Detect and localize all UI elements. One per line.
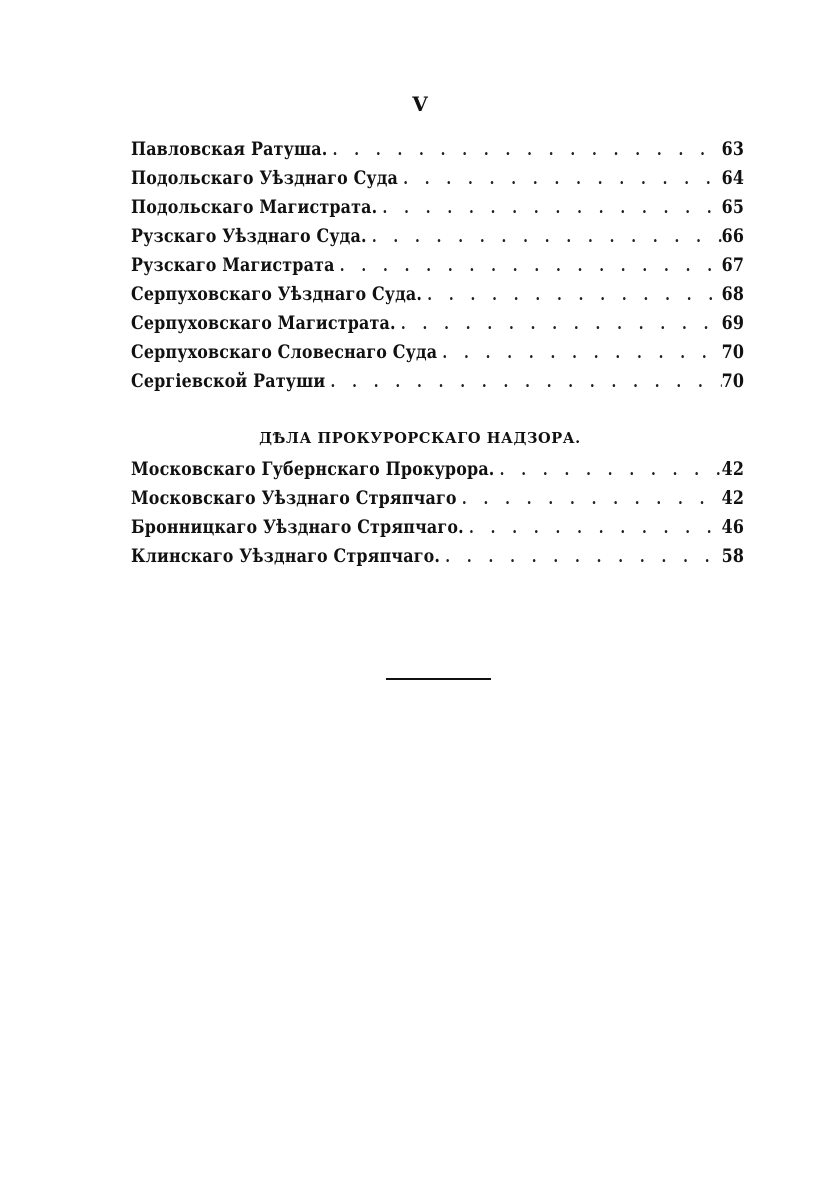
section-heading: ДѢЛА ПРОКУРОРСКАГО НАДЗОРА. [259, 430, 581, 447]
toc-entry [131, 371, 744, 400]
toc-entry [131, 197, 744, 226]
toc-entry-title: Московскаго Уѣзднаго Стряпчаго [131, 488, 457, 509]
toc-entry-page: 42 [721, 488, 745, 509]
toc-entry [131, 342, 744, 371]
toc-entry-page: 58 [721, 546, 745, 567]
dot-leader [464, 518, 722, 537]
dot-leader [437, 343, 721, 362]
toc-entry-page: 69 [721, 313, 745, 334]
toc-entry-title: Сергіевской Ратуши [131, 371, 326, 392]
dot-leader [398, 169, 722, 188]
toc-entry-page: 46 [721, 517, 745, 538]
dot-leader [457, 489, 722, 508]
toc-entry-title: Клинскаго Уѣзднаго Стряпчаго. [131, 546, 441, 567]
dot-leader [422, 285, 722, 304]
dot-leader [495, 460, 722, 479]
toc-entry [131, 517, 744, 546]
toc-entry-title: Серпуховскаго Уѣзднаго Суда. [131, 284, 423, 305]
toc-entry [131, 284, 744, 313]
toc-entry-title: Подольскаго Магистрата. [131, 197, 378, 218]
toc-entry [131, 546, 744, 575]
toc-entry-title: Московскаго Губернскаго Прокурора. [131, 459, 495, 480]
toc-entry [131, 168, 744, 197]
end-rule-divider [386, 678, 491, 680]
toc-entry-page: 70 [721, 371, 745, 392]
dot-leader [327, 140, 721, 159]
toc-list-courts [131, 139, 744, 400]
toc-entry-title: Павловская Ратуша. [131, 139, 328, 160]
dot-leader [377, 198, 721, 217]
toc-entry-page: 63 [721, 139, 745, 160]
toc-entry-page: 67 [721, 255, 745, 276]
toc-entry-page: 64 [721, 168, 745, 189]
toc-entry-title: Рузскаго Уѣзднаго Суда. [131, 226, 367, 247]
toc-entry-page: 42 [721, 459, 745, 480]
toc-entry-title: Рузскаго Магистрата [131, 255, 335, 276]
page-number: V [412, 92, 428, 116]
toc-entry [131, 488, 744, 517]
toc-entry-page: 70 [721, 342, 745, 363]
toc-entry-title: Бронницкаго Уѣзднаго Стряпчаго. [131, 517, 464, 538]
toc-entry-title: Серпуховскаго Словеснаго Суда [131, 342, 438, 363]
dot-leader [325, 372, 721, 391]
toc-entry [131, 226, 744, 255]
dot-leader [367, 227, 722, 246]
toc-entry-title: Серпуховскаго Магистрата. [131, 313, 396, 334]
dot-leader [440, 547, 722, 566]
toc-entry-title: Подольскаго Уѣзднаго Суда [131, 168, 399, 189]
toc-entry-page: 66 [721, 226, 745, 247]
dot-leader [396, 314, 722, 333]
toc-entry [131, 255, 744, 284]
toc-entry [131, 313, 744, 342]
toc-entry-page: 68 [721, 284, 745, 305]
dot-leader [335, 256, 722, 275]
toc-entry [131, 139, 744, 168]
toc-list-prosecutor [131, 459, 744, 575]
toc-entry-page: 65 [721, 197, 745, 218]
toc-entry [131, 459, 744, 488]
